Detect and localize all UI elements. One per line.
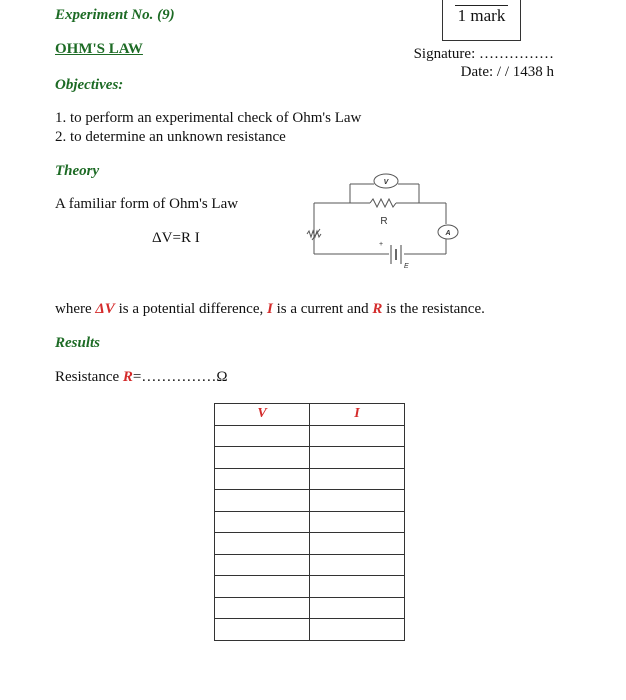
resistance-label: Resistance	[55, 369, 120, 385]
signature-line: Signature: ……………	[413, 46, 554, 62]
objectives-heading: Objectives:	[55, 77, 124, 93]
table-cell-v[interactable]	[215, 619, 310, 641]
resistance-line	[55, 369, 228, 386]
table-cell-v[interactable]	[215, 490, 310, 512]
explanation-part1: is a potential difference,	[118, 301, 264, 317]
table-header-row	[215, 404, 405, 426]
table-row	[215, 533, 405, 555]
table-cell-i[interactable]	[310, 490, 405, 512]
table-cell-i[interactable]	[310, 468, 405, 490]
table-row	[215, 597, 405, 619]
table-cell-v[interactable]	[215, 468, 310, 490]
table-cell-i[interactable]	[310, 576, 405, 598]
table-row	[215, 576, 405, 598]
voltmeter-label: V	[383, 179, 389, 186]
table-row	[215, 447, 405, 469]
list-item: 1. to perform an experimental check of Ohm's Law	[55, 110, 362, 126]
explanation-part2: is a current and	[276, 301, 369, 317]
table-cell-v[interactable]	[215, 425, 310, 447]
circuit-diagram	[300, 168, 465, 273]
symbol-r: R	[372, 301, 383, 317]
explanation-part3: is the resistance.	[386, 301, 485, 317]
table-row	[215, 468, 405, 490]
column-header-i: I	[310, 404, 405, 426]
table-cell-i[interactable]	[310, 554, 405, 576]
table-cell-v[interactable]	[215, 576, 310, 598]
table-cell-i[interactable]	[310, 447, 405, 469]
table-cell-i[interactable]	[310, 619, 405, 641]
column-header-v: V	[215, 404, 310, 426]
table-row	[215, 511, 405, 533]
theory-explanation	[55, 301, 485, 318]
battery-label: E	[404, 263, 409, 270]
table-cell-v[interactable]	[215, 511, 310, 533]
table-cell-i[interactable]	[310, 533, 405, 555]
symbol-delta-v: ΔV	[95, 301, 115, 317]
table-cell-v[interactable]	[215, 533, 310, 555]
symbol-i: I	[267, 301, 273, 317]
theory-heading: Theory	[55, 163, 100, 179]
table-row	[215, 554, 405, 576]
results-table	[214, 403, 405, 641]
explanation-where: where	[55, 301, 92, 317]
resistor-label: R	[380, 216, 388, 227]
battery-plus-sign: +	[379, 241, 384, 248]
table-cell-i[interactable]	[310, 425, 405, 447]
table-cell-i[interactable]	[310, 511, 405, 533]
resistance-symbol: R	[122, 369, 133, 385]
objectives-list	[55, 109, 361, 147]
experiment-number: Experiment No. (9)	[55, 7, 175, 23]
table-cell-v[interactable]	[215, 554, 310, 576]
table-row	[215, 490, 405, 512]
table-cell-v[interactable]	[215, 597, 310, 619]
mark-label: 1 mark	[457, 6, 506, 25]
date-line: Date: / / 1438 h	[460, 64, 554, 80]
list-item: 2. to determine an unknown resistance	[55, 129, 286, 145]
mark-box	[442, 0, 521, 41]
resistance-blank: =……………Ω	[132, 369, 228, 385]
ammeter-label: A	[445, 230, 451, 237]
table-cell-i[interactable]	[310, 597, 405, 619]
theory-intro: A familiar form of Ohm's Law	[55, 196, 239, 212]
page-title: OHM'S LAW	[55, 41, 143, 57]
table-row	[215, 425, 405, 447]
ohms-law-equation: ΔV=R I	[152, 230, 200, 246]
results-heading: Results	[55, 335, 101, 351]
table-row	[215, 619, 405, 641]
table-cell-v[interactable]	[215, 447, 310, 469]
